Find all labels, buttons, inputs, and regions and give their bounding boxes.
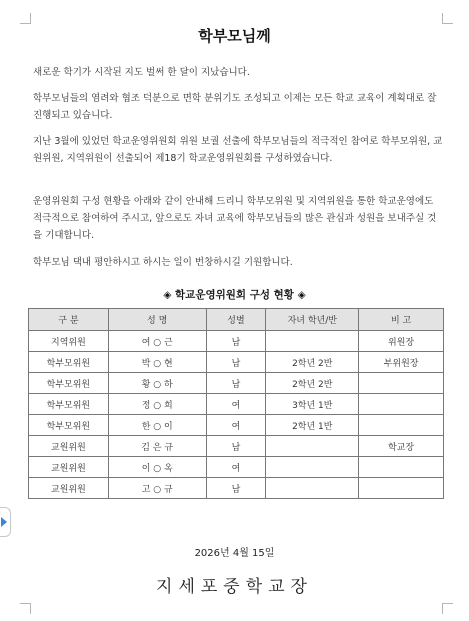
page-corner-mark: [20, 603, 31, 614]
table-cell: 교원위원: [29, 457, 109, 478]
table-row: [29, 436, 444, 457]
table-cell: [266, 457, 359, 478]
table-cell: [359, 394, 444, 415]
table-cell: 고 ○ 규: [108, 478, 206, 499]
table-cell: [359, 457, 444, 478]
paragraph: 운영위원회 구성 현황을 아래와 같이 안내해 드리니 학부모위원 및 지역위원을 통한 학교운영에도 적극적으로 참여하여 주시고, 앞으로도 자녀 교육에 학부모님들의 많은 관심과 성원을 보내주실 것을 기대합니다.: [33, 196, 437, 241]
table-cell: 학부모위원: [29, 352, 109, 373]
table-cell: 여: [206, 415, 266, 436]
letter-date: 2026년 4월 15일: [194, 548, 275, 559]
signature-school-name: 지세포중학교장: [156, 577, 313, 597]
committee-table: [28, 308, 444, 499]
table-row: [29, 457, 444, 478]
table-cell: 김 은 규: [108, 436, 206, 457]
column-header: 자녀 학년/반: [266, 309, 359, 331]
table-cell: 여: [206, 394, 266, 415]
table-cell: 남: [206, 331, 266, 352]
paragraph: 학부모님들의 염려와 협조 덕분으로 면학 분위기도 조성되고 이제는 모든 학교 교육이 계획대로 잘 진행되고 있습니다.: [33, 93, 437, 121]
table-cell: 남: [206, 373, 266, 394]
table-cell: 교원위원: [29, 436, 109, 457]
table-cell: [266, 331, 359, 352]
side-panel-toggle[interactable]: [0, 507, 11, 537]
column-header: 구 분: [29, 309, 109, 331]
table-cell: 정 ○ 희: [108, 394, 206, 415]
table-row: [29, 331, 444, 352]
column-header: 비 고: [359, 309, 444, 331]
paragraph: 지난 3월에 있었던 학교운영위원회 위원 보궐 선출에 학부모님들의 적극적인 참여로 학부모위원, 교원위원, 지역위원이 선출되어 제18기 학교운영위원회를 구성하였습니다.: [33, 136, 443, 164]
table-cell: 학부모위원: [29, 394, 109, 415]
table-cell: 지역위원: [29, 331, 109, 352]
table-cell: [266, 478, 359, 499]
paragraph: 학부모님 댁내 평안하시고 하시는 일이 번창하시길 기원합니다.: [33, 257, 293, 268]
paragraph: 새로운 학기가 시작된 지도 벌써 한 달이 지났습니다.: [33, 67, 250, 78]
table-cell: 여: [206, 457, 266, 478]
table-row: [29, 352, 444, 373]
table-cell: [359, 415, 444, 436]
letter-title: 학부모님께: [198, 27, 271, 45]
page-corner-mark: [442, 603, 453, 614]
column-header: 성 명: [108, 309, 206, 331]
table-cell: 3학년 1반: [266, 394, 359, 415]
table-cell: 교원위원: [29, 478, 109, 499]
table-cell: 학부모위원: [29, 373, 109, 394]
table-cell: 남: [206, 352, 266, 373]
table-cell: 위원장: [359, 331, 444, 352]
table-header-row: [29, 309, 444, 331]
table-cell: 학교장: [359, 436, 444, 457]
table-row: [29, 394, 444, 415]
table-cell: 이 ○ 옥: [108, 457, 206, 478]
table-cell: [266, 436, 359, 457]
table-cell: 부위원장: [359, 352, 444, 373]
table-cell: 남: [206, 478, 266, 499]
column-header: 성별: [206, 309, 266, 331]
table-cell: 한 ○ 이: [108, 415, 206, 436]
table-cell: 2학년 2반: [266, 352, 359, 373]
table-cell: 2학년 2반: [266, 373, 359, 394]
table-row: [29, 373, 444, 394]
table-cell: 2학년 1반: [266, 415, 359, 436]
table-cell: [359, 373, 444, 394]
table-cell: 여 ○ 근: [108, 331, 206, 352]
table-cell: 학부모위원: [29, 415, 109, 436]
table-row: [29, 415, 444, 436]
table-cell: 박 ○ 현: [108, 352, 206, 373]
table-cell: 남: [206, 436, 266, 457]
table-row: [29, 478, 444, 499]
arrow-right-icon: [1, 517, 7, 527]
page-corner-mark: [442, 13, 453, 24]
page-corner-mark: [20, 13, 31, 24]
table-cell: [359, 478, 444, 499]
table-title: ◈ 학교운영위원회 구성 현황 ◈: [163, 289, 306, 301]
table-cell: 황 ○ 하: [108, 373, 206, 394]
